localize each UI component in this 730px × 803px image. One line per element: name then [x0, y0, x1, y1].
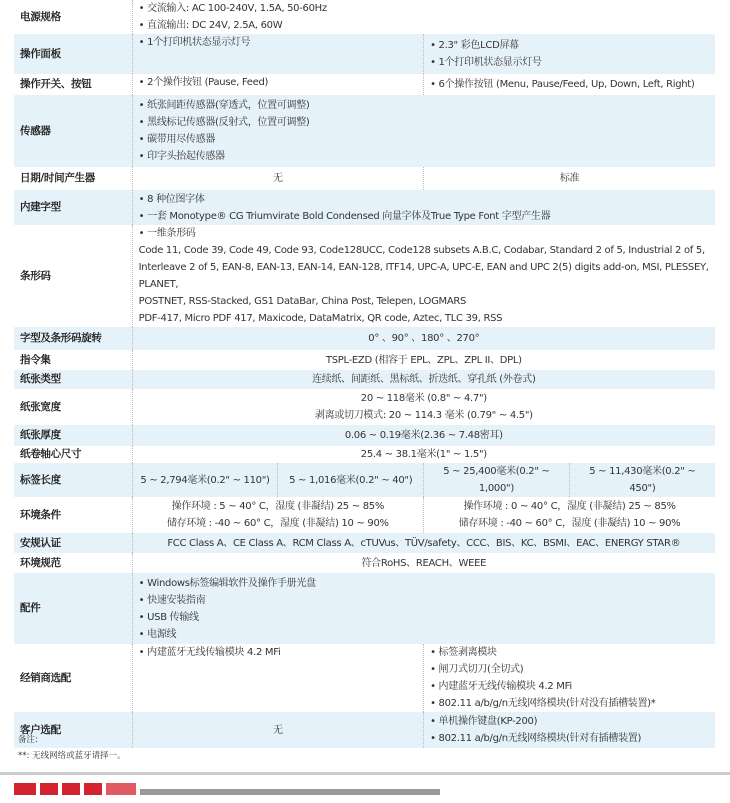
spec-value — [132, 190, 715, 225]
spec-value — [132, 553, 715, 573]
spec-line: • 一维条形码 — [138, 228, 196, 239]
spec-line: • 标签剥离模块 — [430, 647, 497, 658]
table-row — [14, 95, 715, 167]
spec-line: • 快速安装指南 — [138, 594, 206, 606]
spec-label: 字型及条形码旋转 — [14, 327, 132, 350]
spec-label: 配件 — [14, 573, 132, 644]
spec-line: • 6个操作按钮 (Menu, Pause/Feed, Up, Down, Left, Right) — [430, 79, 695, 90]
table-row — [14, 553, 715, 573]
table-row — [14, 167, 715, 190]
spec-line: • 内建蓝牙无线传输模块 4.2 MFi — [138, 647, 281, 658]
table-row — [14, 425, 715, 446]
spec-line: • 2个操作按钮 (Pause, Feed) — [138, 77, 269, 88]
spec-line: 0.06 ~ 0.19毫米(2.36 ~ 7.48密耳) — [344, 430, 503, 441]
spec-value — [132, 370, 715, 389]
table-row — [14, 0, 715, 34]
spec-label: 安规认证 — [14, 533, 132, 553]
spec-label: 纸卷轴心尺寸 — [20, 448, 82, 460]
spec-line: 剥离或切刀模式: 20 ~ 114.3 毫米 (0.79" ~ 4.5") — [314, 410, 533, 421]
spec-value — [424, 167, 715, 190]
table-row — [14, 327, 715, 350]
table-row — [14, 190, 715, 225]
spec-value — [132, 327, 715, 350]
spec-line: 5 ~ 11,430毫米(0.2" ~ 450") — [589, 466, 696, 494]
spec-line: 储存环境 : -40 ~ 60° C，湿度 (非凝结) 10 ~ 90% — [458, 518, 681, 529]
spec-line: PDF-417, Micro PDF 417, Maxicode, DataMatrix, QR code, Aztec, TLC 39, RSS — [138, 313, 503, 324]
spec-line: 5 ~ 2,794毫米(0.2" ~ 110") — [140, 474, 270, 486]
spec-label: 电源规格 — [20, 10, 61, 23]
table-row — [14, 34, 715, 74]
spec-label: 纸张类型 — [14, 370, 132, 389]
spec-line: • 1个打印机状态显示灯号 — [430, 57, 542, 68]
table-row — [14, 225, 715, 327]
spec-line: 5 ~ 1,016毫米(0.2" ~ 40") — [289, 474, 413, 486]
spec-value — [424, 34, 715, 74]
spec-line: 0° 、90° 、180° 、270° — [368, 333, 480, 344]
spec-line: FCC Class A、CE Class A、RCM Class A、cTUVus、TÜV/safety、CCC、BIS、KC、BSMI、EAC、ENERGY STAR® — [167, 537, 681, 549]
spec-line: • 单机操作键盘(KP-200) — [430, 716, 538, 727]
spec-label: 环境规范 — [20, 556, 61, 569]
spec-value — [132, 350, 715, 370]
spec-label: 客户选配 — [14, 712, 132, 748]
spec-label: 纸张厚度 — [14, 425, 132, 446]
spec-line: • 黑线标记传感器(反射式，位置可调整) — [138, 117, 310, 128]
spec-line: • 交流输入: AC 100-240V, 1.5A, 50-60Hz — [138, 3, 327, 14]
spec-label: 环境条件 — [20, 508, 61, 521]
spec-line: 标准 — [559, 173, 580, 184]
spec-line: Interleave 2 of 5, EAN-8, EAN-13, EAN-14, EAN-128, ITF14, UPC-A, UPC-E, EAN and UPC 2(5) digits add-on, MSI, PLESSEY, PLANET, — [138, 262, 709, 290]
spec-value — [132, 225, 715, 327]
spec-label: 指令集 — [20, 353, 51, 366]
spec-value — [132, 712, 423, 748]
table-row — [14, 370, 715, 389]
table-row — [14, 463, 715, 497]
spec-value — [132, 446, 715, 463]
spec-value — [424, 74, 715, 95]
spec-label: 操作开关、按钮 — [20, 78, 92, 90]
spec-label: 纸张宽度 — [20, 400, 61, 413]
spec-line: • 直流输出: DC 24V, 2.5A, 60W — [138, 20, 283, 31]
spec-value — [278, 463, 424, 497]
spec-value — [569, 463, 715, 497]
next-section-heading-clipped — [14, 783, 514, 803]
spec-table — [14, 0, 715, 748]
spec-label: 操作面板 — [14, 34, 132, 74]
divider — [0, 772, 730, 775]
spec-line: • 8 种位图字体 — [138, 193, 205, 205]
spec-line: • USB 传输线 — [138, 611, 199, 623]
spec-line: Code 11, Code 39, Code 49, Code 93, Code128UCC, Code128 subsets A.B.C, Codabar, Standard 2 of 5, Industrial 2 of 5, — [138, 245, 705, 256]
spec-line: • 一套 Monotype® CG Triumvirate Bold Condensed 向量字体及True Type Font 字型产生器 — [138, 210, 551, 222]
spec-label: 条形码 — [20, 269, 51, 282]
table-row — [14, 446, 715, 463]
spec-value — [424, 463, 570, 497]
spec-value — [424, 712, 715, 748]
spec-label: 传感器 — [14, 95, 132, 167]
spec-line: 无 — [273, 173, 283, 184]
spec-value — [132, 95, 715, 167]
spec-label: 内建字型 — [14, 190, 132, 225]
spec-line: 20 ~ 118毫米 (0.8" ~ 4.7") — [360, 393, 487, 404]
table-row — [14, 497, 715, 533]
spec-label: 日期/时间产生器 — [20, 172, 95, 184]
spec-line: • 印字头抬起传感器 — [138, 151, 225, 162]
spec-value — [132, 389, 715, 425]
spec-line: 符合RoHS、REACH、WEEE — [361, 557, 487, 569]
spec-label: 经销商选配 — [20, 671, 71, 684]
table-row — [14, 350, 715, 370]
spec-value — [132, 463, 278, 497]
spec-value — [424, 497, 715, 533]
spec-label: 标签长度 — [14, 463, 132, 497]
notes-title: 备注: — [18, 735, 38, 745]
spec-value — [132, 425, 715, 446]
spec-value — [424, 644, 715, 712]
spec-value — [132, 644, 423, 712]
table-row — [14, 573, 715, 644]
spec-line: 操作环境 : 0 ~ 40° C，湿度 (非凝结) 25 ~ 85% — [463, 501, 676, 512]
spec-line: 无 — [273, 724, 283, 736]
spec-value — [132, 74, 423, 95]
spec-value — [132, 34, 423, 74]
spec-line: • 802.11 a/b/g/n无线网络模块(针对没有插槽装置)* — [430, 698, 656, 709]
spec-line: • 纸张间距传感器(穿透式，位置可调整) — [138, 100, 310, 111]
table-row — [14, 74, 715, 95]
spec-line: • 电源线 — [138, 628, 177, 640]
spec-value — [132, 533, 715, 553]
spec-line: 储存环境 : -40 ~ 60° C，湿度 (非凝结) 10 ~ 90% — [166, 518, 389, 529]
spec-line: • 1个打印机状态显示灯号 — [138, 37, 251, 48]
spec-line: • 内建蓝牙无线传输模块 4.2 MFi — [430, 681, 572, 692]
spec-line: • 2.3" 彩色LCD屏幕 — [430, 40, 519, 51]
spec-line: • Windows标签编辑软件及操作手册光盘 — [138, 577, 316, 589]
spec-line: • 碳带用尽传感器 — [138, 134, 216, 145]
spec-line: 操作环境 : 5 ~ 40° C，湿度 (非凝结) 25 ~ 85% — [171, 501, 385, 512]
table-row — [14, 533, 715, 553]
spec-line: POSTNET, RSS-Stacked, GS1 DataBar, China Post, Telepen, LOGMARS — [138, 296, 467, 307]
spec-value — [132, 0, 715, 34]
table-row — [14, 644, 715, 712]
spec-value — [132, 573, 715, 644]
spec-line: 连续纸、间距纸、黑标纸、折迭纸、穿孔纸 (外卷式) — [312, 374, 536, 385]
spec-line: • 802.11 a/b/g/n无线网络模块(针对有插槽装置) — [430, 733, 642, 744]
spec-line: • 闸刀式切刀(全切式) — [430, 664, 524, 675]
notes — [18, 732, 126, 764]
notes-text: **: 无线网络或蓝牙请择一。 — [18, 751, 126, 761]
spec-value — [132, 167, 423, 190]
spec-line: 5 ~ 25,400毫米(0.2" ~ 1,000") — [443, 466, 550, 494]
table-row — [14, 389, 715, 425]
spec-line: 25.4 ~ 38.1毫米(1" ~ 1.5") — [360, 449, 487, 460]
spec-line: TSPL-EZD (相容于 EPL、ZPL、ZPL II、DPL) — [325, 354, 522, 366]
spec-value — [132, 497, 423, 533]
